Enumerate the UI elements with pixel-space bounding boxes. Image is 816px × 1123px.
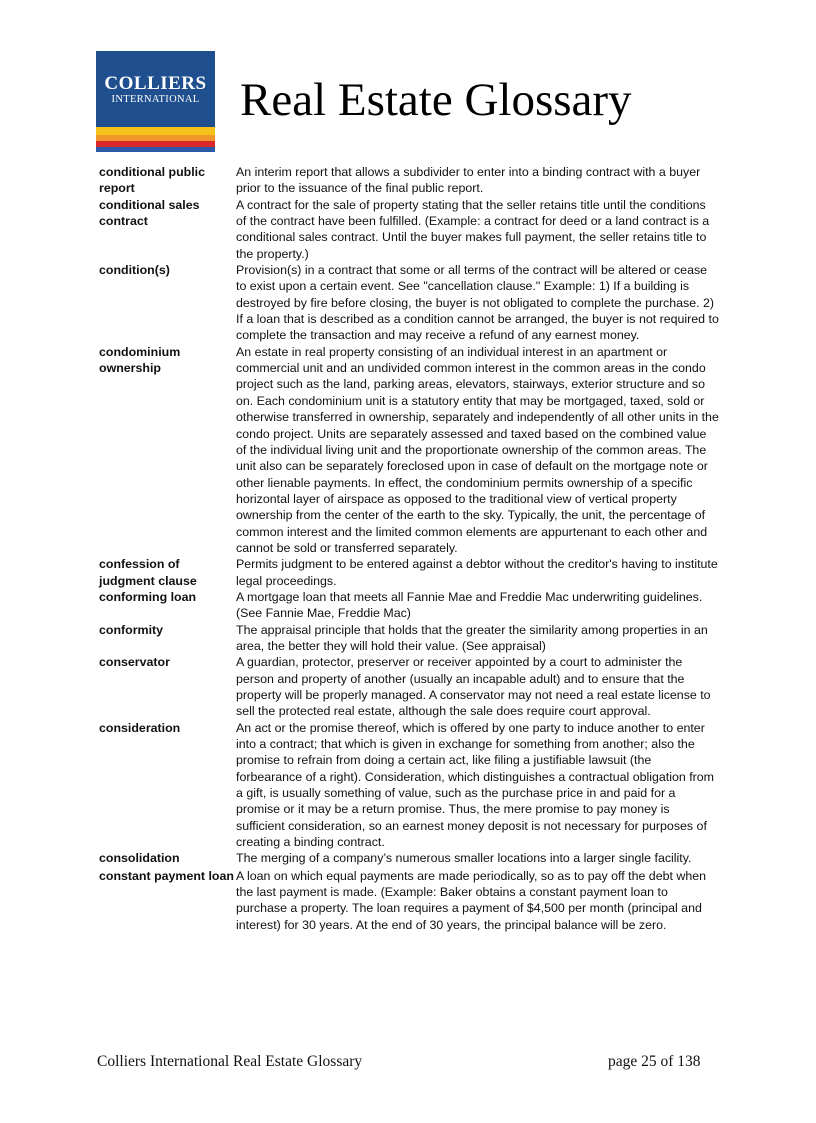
logo-stripe-blue bbox=[96, 147, 215, 152]
glossary-term: condition(s) bbox=[99, 263, 170, 278]
glossary-term: conformity bbox=[99, 622, 164, 637]
glossary-entry bbox=[99, 589, 719, 622]
logo-stripe-yellow bbox=[96, 127, 215, 135]
glossary-term: confession of judgment clause bbox=[99, 557, 197, 588]
glossary-entry bbox=[99, 164, 719, 197]
glossary-entry bbox=[99, 720, 719, 851]
glossary-entry bbox=[99, 344, 719, 556]
glossary-term: conditional sales contract bbox=[99, 197, 200, 229]
footer-page-number: page 25 of 138 bbox=[608, 1053, 701, 1070]
glossary-term: condominium ownership bbox=[99, 344, 181, 376]
glossary-definition: An act or the promise thereof, which is offered by one party to induce another to enter into a contract; that which is given in exchange for something from another; also the promise to refrain from doing a certain act, like filing a justifiable lawsuit (the forbearance of a right). Consideration, which distinguishes a contractual obligation from a gift, is usually something of value, such as the purchase price in and paid for a promise or it may be a return promise. Thus, the mere promise to pay money is sufficient consideration, so an earnest money deposit is not necessary for purposes of creating a binding contract. bbox=[236, 720, 714, 850]
glossary-entry bbox=[99, 556, 719, 589]
glossary-definition: A contract for the sale of property stating that the seller retains title until the conditions of the contract have been fulfilled. (Example: a contract for deed or a land contract is a conditional sales contract. Until the buyer makes full payment, the seller retains title to the property.) bbox=[236, 197, 710, 261]
glossary-definition: Permits judgment to be entered against a debtor without the creditor's having to institute legal proceedings. bbox=[236, 557, 718, 588]
page-title: Real Estate Glossary bbox=[240, 74, 632, 126]
glossary-term: consolidation bbox=[99, 851, 180, 866]
glossary-entry bbox=[99, 197, 719, 262]
glossary-definition: Provision(s) in a contract that some or all terms of the contract will be altered or cease to exist upon a certain event. See "cancellation clause." Example: 1) If a building is destroyed by fire before closing, the buyer is not obligated to complete the purchase. 2) If a loan that is described as a condition cannot be arranged, the buyer is not required to complete the transaction and may receive a refund of any earnest money. bbox=[236, 263, 719, 343]
glossary-definition: An interim report that allows a subdivider to enter into a binding contract with a buyer prior to the issuance of the final public report. bbox=[236, 165, 701, 196]
glossary-entry bbox=[99, 262, 719, 344]
glossary-entries bbox=[99, 164, 719, 933]
glossary-entry bbox=[99, 868, 719, 933]
logo-word-colliers: COLLIERS bbox=[104, 73, 207, 94]
glossary-definition: The merging of a company’s numerous smaller locations into a larger single facility. bbox=[236, 851, 692, 866]
footer-document-title: Colliers International Real Estate Glossary bbox=[97, 1053, 363, 1070]
colliers-logo bbox=[96, 51, 215, 152]
glossary-definition: The appraisal principle that holds that the greater the similarity among properties in an area, the better they will hold their value. (See appraisal) bbox=[236, 622, 708, 653]
logo-word-international: INTERNATIONAL bbox=[111, 94, 200, 105]
glossary-term: consideration bbox=[99, 720, 181, 735]
glossary-entry bbox=[99, 850, 719, 866]
glossary-entry bbox=[99, 654, 719, 719]
glossary-definition: A mortgage loan that meets all Fannie Mae and Freddie Mac underwriting guidelines. (See Fannie Mae, Freddie Mac) bbox=[236, 589, 703, 621]
glossary-term: constant payment loan bbox=[99, 868, 234, 883]
glossary-term: conforming loan bbox=[99, 589, 197, 604]
glossary-definition: A loan on which equal payments are made periodically, so as to pay off the debt when the last payment is made. (Example: Baker obtains a constant payment loan to purchase a property. The loan requires a payment of $4,500 per month (principal and interest) for 30 years. At the end of 30 years, the principal balance will be zero. bbox=[236, 868, 706, 932]
glossary-term: conservator bbox=[99, 655, 170, 670]
glossary-definition: An estate in real property consisting of an individual interest in an apartment or commercial unit and an undivided common interest in the common areas in the condo project such as the land, parking areas, elevators, stairways, exterior structure and so on. Each condominium unit is a statutory entity that may be mortgaged, taxed, sold or otherwise transferred in ownership, separately and independently of all other units in the condo project. Units are separately assessed and taxed based on the combined value of the individual living unit and the proportionate ownership of the common areas. The unit also can be separately foreclosed upon in case of default on the mortgage note or other lienable payments. In effect, the condominium permits ownership of a specific horizontal layer of airspace as opposed to the traditional view of vertical property ownership from the center of the earth to the sky. Typically, the unit, the percentage of common interest and the limited common elements are appurtenant to each other and cannot be sold or transferred separately. bbox=[236, 344, 719, 555]
glossary-definition: A guardian, protector, preserver or receiver appointed by a court to administer the person and property of another (usually an incapable adult) and to ensure that the property will be properly managed. A conservator may not need a real estate license to sell the protected real estate, although the sale does require court approval. bbox=[236, 655, 711, 719]
glossary-entry bbox=[99, 622, 719, 655]
glossary-term: conditional public report bbox=[99, 165, 206, 196]
